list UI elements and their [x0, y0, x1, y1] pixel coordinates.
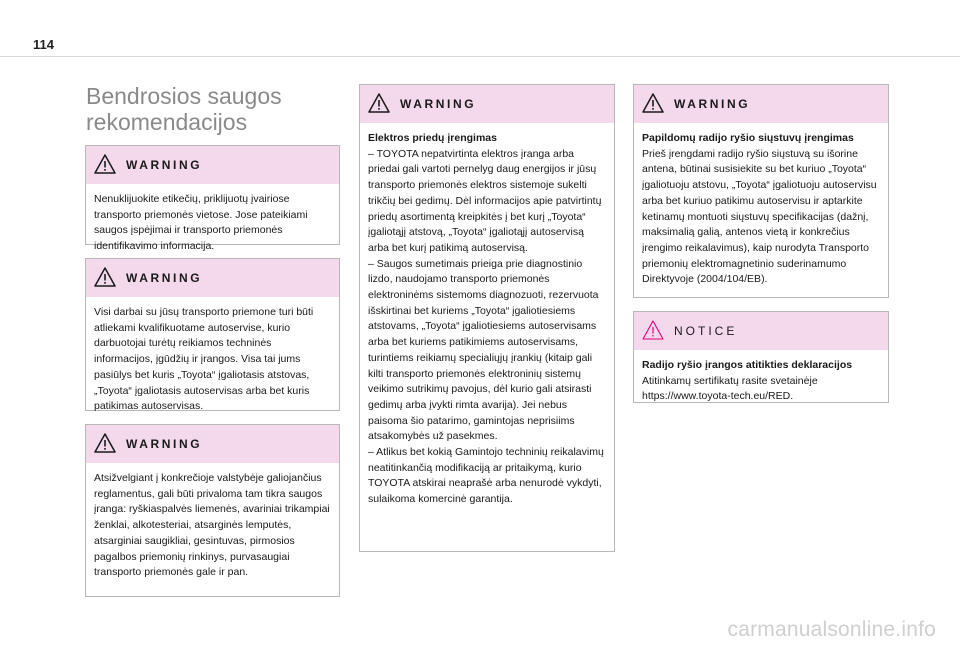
notice-box-radio-declaration — [633, 311, 889, 403]
warning-title: WARNING — [674, 97, 751, 111]
warning-title: WARNING — [126, 158, 203, 172]
warning-title: WARNING — [126, 437, 203, 451]
warning-lead: Papildomų radijo ryšio siųstuvų įrengimas — [642, 132, 854, 144]
warning-icon — [642, 93, 664, 113]
warning-box-service — [85, 258, 340, 411]
warning-header — [360, 85, 614, 123]
watermark: carmanualsonline.info — [727, 618, 936, 641]
warning-text: Prieš įrengdami radijo ryšio siųstuvą su išorine antena, būtinai susisiekite su bet kuriuo „Toyota“ įgaliotuoju atstovu, „Toyota“ įgaliotuoju autoservisu arba bet kuriuo patikimu autoservisu ir aptarkite ketinamų montuoti siųstuvų specifikacijas (dažnį, maksimalią galią, antenos vietą ir konkrečius įrengimo reikalavimus), kaip nurodyta Transporto priemonių elektromagnetinio suderinamumo Direktyvoje (2004/104/EB). — [642, 147, 877, 286]
warning-paragraph: – Saugos sumetimais prieiga prie diagnostinio lizdo, naudojamo transporto priemonės elektroninėms sistemoms diagnozuoti, rezervuota išskirtinai bet kuriems „Toyota“ įgaliotiesiems atstovams, „Toyota“ įgaliotiesiems autoservisams arba bet kuriems patikimiems autoservisams, turintiems reikiamų specialiųjų įrankių (kitaip gali kilti transporto priemonės elektroninių sistemų veikimo sutrikimų pavojus, dėl kurio gali atsirasti gedimų arba įvykti rimta avarija). Jei nebus paisoma šio patarimo, gamintojas neprisiims atsakomybės už pasekmes. — [368, 257, 599, 443]
notice-header — [634, 312, 888, 350]
notice-title: NOTICE — [674, 324, 738, 338]
warning-box-labels — [85, 145, 340, 253]
warning-text: Nenuklijuokite etikečių, priklijuotų įvairiose transporto priemonės vietose. Jose pateikiami saugos įspėjimai ir transporto priemonės identifikavimo informacija. — [94, 193, 308, 253]
notice-text: Atitinkamų sertifikatų rasite svetainėje https://www.toyota-tech.eu/RED. — [642, 374, 818, 403]
section-title: Bendrosios saugos rekomendacijos — [86, 83, 282, 135]
page-number: 114 — [33, 37, 54, 52]
warning-icon — [94, 154, 116, 174]
warning-icon — [368, 93, 390, 113]
warning-text: Visi darbai su jūsų transporto priemone turi būti atliekami kvalifikuotame autoservise, kurio darbuotojai turėtų reikiamos techninės informacijos, įgūdžių ir įrangos. Visa tai jums pasiūlys bet kuris „Toyota“ įgaliotasis atstovas, „Toyota“ įgaliotasis autoservisas arba bet kuris patikimas autoservisas. — [94, 306, 314, 413]
warning-icon — [94, 433, 116, 453]
notice-lead: Radijo ryšio įrangos atitikties deklaracijos — [642, 359, 853, 371]
warning-header — [86, 425, 339, 463]
warning-header — [86, 259, 339, 297]
warning-paragraph: – TOYOTA nepatvirtinta elektros įranga arba priedai gali vartoti pernelyg daug energijos ir jūsų transporto priemonės elektros sistemoje sukelti trikčių bei gedimų. Dėl informacijos apie patvirtintų priedų asortimentą kreipkitės į bet kurį „Toyota“ įgaliotąjį atstovą, „Toyota“ įgaliotąjį autoservisą arba bet kurį patikimą autoservisą. — [368, 147, 602, 254]
warning-box-electrical — [359, 84, 615, 552]
warning-box-radio — [633, 84, 889, 298]
warning-header — [86, 146, 339, 184]
header-divider — [0, 56, 960, 57]
warning-title: WARNING — [126, 271, 203, 285]
warning-icon — [94, 267, 116, 287]
warning-lead: Elektros priedų įrengimas — [368, 132, 497, 144]
warning-text: Atsižvelgiant į konkrečioje valstybėje galiojančius reglamentus, gali būti privaloma tam tikra saugos įranga: ryškiaspalvės liemenės, avariniai trikampiai ženklai, alkotesteriai, atsarginės lemputės, atsarginiai saugikliai, gesintuvas, pirmosios pagalbos priemonių rinkinys, purvasaugiai transporto priemonės gale ir pan. — [94, 472, 330, 579]
notice-icon — [642, 320, 664, 340]
warning-paragraph: – Atlikus bet kokią Gamintojo techninių reikalavimų neatitinkančią modifikaciją ar pritaikymą, kurio TOYOTA atskirai neaprašė arba nenurodė vykdyti, sulaikoma komercinė garantija. — [368, 446, 604, 506]
warning-title: WARNING — [400, 97, 477, 111]
warning-header — [634, 85, 888, 123]
warning-box-equipment — [85, 424, 340, 597]
